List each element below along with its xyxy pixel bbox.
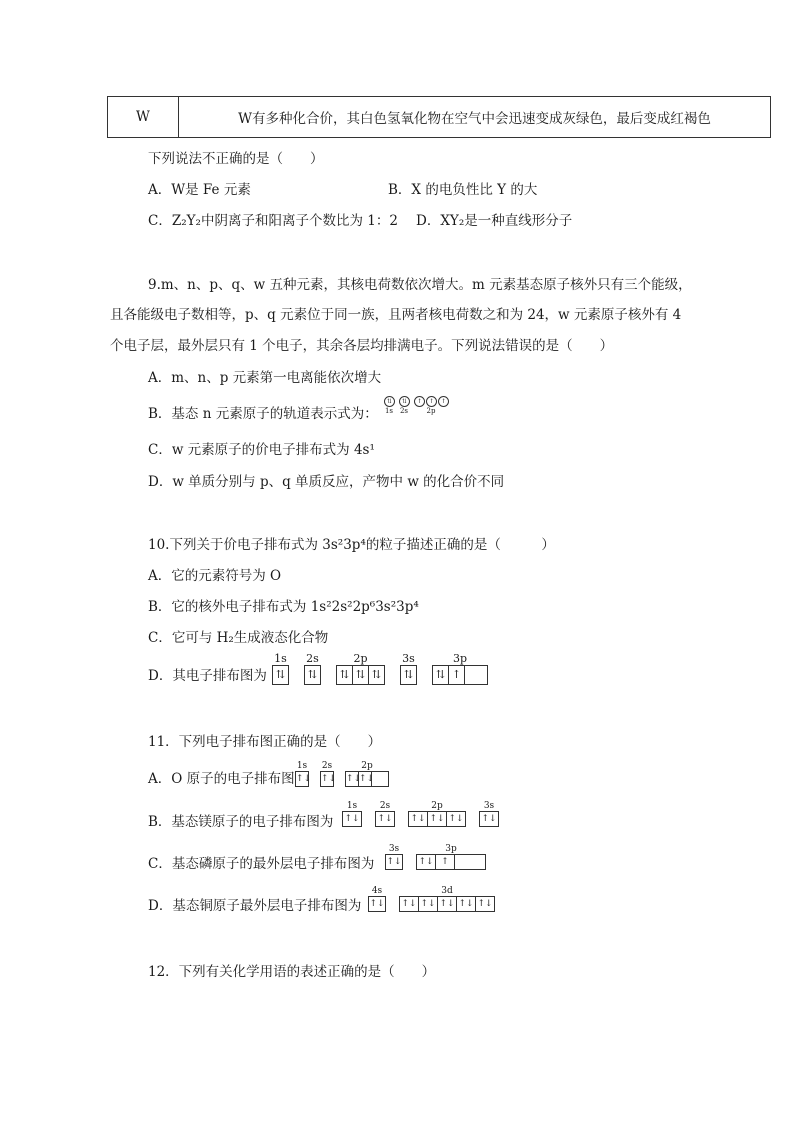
q10-option-a: A．它的元素符号为 O [148, 568, 282, 584]
orbital-3d: 3d ↑↓ ↑↓ ↑↓ ↑↓ ↑↓ [399, 886, 495, 912]
q11-a-orbital-diagram [295, 761, 394, 787]
q8-option-b: B．X 的电负性比 Y 的大 [388, 182, 538, 198]
table-cell-element: W [108, 97, 179, 138]
q11-b-orbital-diagram [342, 801, 504, 827]
q9-stem-line3: 个电子层，最外层只有 1 个电子，其余各层均排满电子。下列说法错误的是（ ） [110, 338, 614, 354]
orbital-1s: ⇅ 1s [384, 398, 394, 415]
q9-option-c: C．w 元素原子的价电子排布式为 4s¹ [148, 442, 375, 458]
q11-d-orbital-diagram [368, 886, 500, 912]
orbital-2s: 2s ↑↓ [375, 801, 395, 827]
q9-option-b: B．基态 n 元素原子的轨道表示式为： [148, 406, 378, 422]
element-table [107, 96, 771, 138]
q10-option-b: B．它的核外电子排布式为 1s²2s²2p⁶3s²3p⁴ [148, 599, 419, 615]
orbital-3s: 3s ⇅ [400, 652, 417, 685]
orbital-2p: 2p ↑↓ ↑↓ ↑↓ [408, 801, 466, 827]
q10-option-d: D．其电子排布图为 [148, 668, 267, 684]
q11-c-orbital-diagram [385, 844, 491, 870]
orbital-2s: 2s ↑↓ [320, 761, 334, 787]
orbital-2p: 2p ⇅ ⇅ ⇅ [336, 652, 385, 685]
q11-option-d: D．基态铜原子最外层电子排布图为 [148, 898, 362, 914]
q9-orbital-diagram [383, 396, 452, 415]
q10-stem: 10.下列关于价电子排布式为 3s²3p⁴的粒子描述正确的是（ ） [148, 537, 555, 553]
orbital-1s: 1s ⇅ [272, 652, 289, 685]
q8-option-c: C．Z₂Y₂中阴离子和阳离子个数比为 1：2 [148, 213, 398, 229]
q8-stem: 下列说法不正确的是（ ） [148, 151, 324, 167]
orbital-4s: 4s ↑↓ [368, 886, 386, 912]
table-cell-description: W有多种化合价，其白色氢氧化物在空气中会迅速变成灰绿色，最后变成红褐色 [179, 97, 771, 138]
orbital-3s: 3s ↑↓ [385, 844, 403, 870]
q11-stem: 11．下列电子排布图正确的是（ ） [148, 734, 382, 750]
q9-option-a: A．m、n、p 元素第一电离能依次增大 [148, 370, 382, 386]
orbital-3s: 3s ↑↓ [479, 801, 499, 827]
q11-option-a: A．O 原子的电子排布图 [148, 771, 295, 787]
orbital-2s: ⇅ 2s [399, 398, 409, 415]
q10-option-c: C．它可与 H₂生成液态化合物 [148, 630, 329, 646]
orbital-2s: 2s ⇅ [304, 652, 321, 685]
q10-orbital-diagram [272, 652, 493, 685]
q8-option-a: A．W是 Fe 元素 [148, 182, 251, 198]
q8-option-d: D．XY₂是一种直线形分子 [416, 213, 573, 229]
orbital-3p: 3p ⇅ ↑ [432, 652, 488, 685]
orbital-1s: 1s ↑↓ [295, 761, 309, 787]
orbital-1s: 1s ↑↓ [342, 801, 362, 827]
orbital-2p: ↑ ↑ ↑ 2p [413, 396, 449, 415]
q11-option-c: C．基态磷原子的最外层电子排布图为 [148, 856, 375, 872]
q9-stem-line1: 9.m、n、p、q、w 五种元素，其核电荷数依次增大。m 元素基态原子核外只有三个能级， [148, 277, 692, 293]
orbital-2p: 2p ↑↓ ↑↓ [345, 761, 389, 787]
q12-stem: 12．下列有关化学用语的表述正确的是（ ） [148, 964, 436, 980]
table-row [108, 97, 771, 138]
q9-option-d: D．w 单质分别与 p、q 单质反应，产物中 w 的化合价不同 [148, 474, 505, 490]
q9-stem-line2: 且各能级电子数相等，p、q 元素位于同一族，且两者核电荷数之和为 24，w 元素原子核外有 4 [110, 307, 682, 323]
q11-option-b: B．基态镁原子的电子排布图为 [148, 814, 334, 830]
orbital-3p: 3p ↑↓ ↑ [416, 844, 486, 870]
